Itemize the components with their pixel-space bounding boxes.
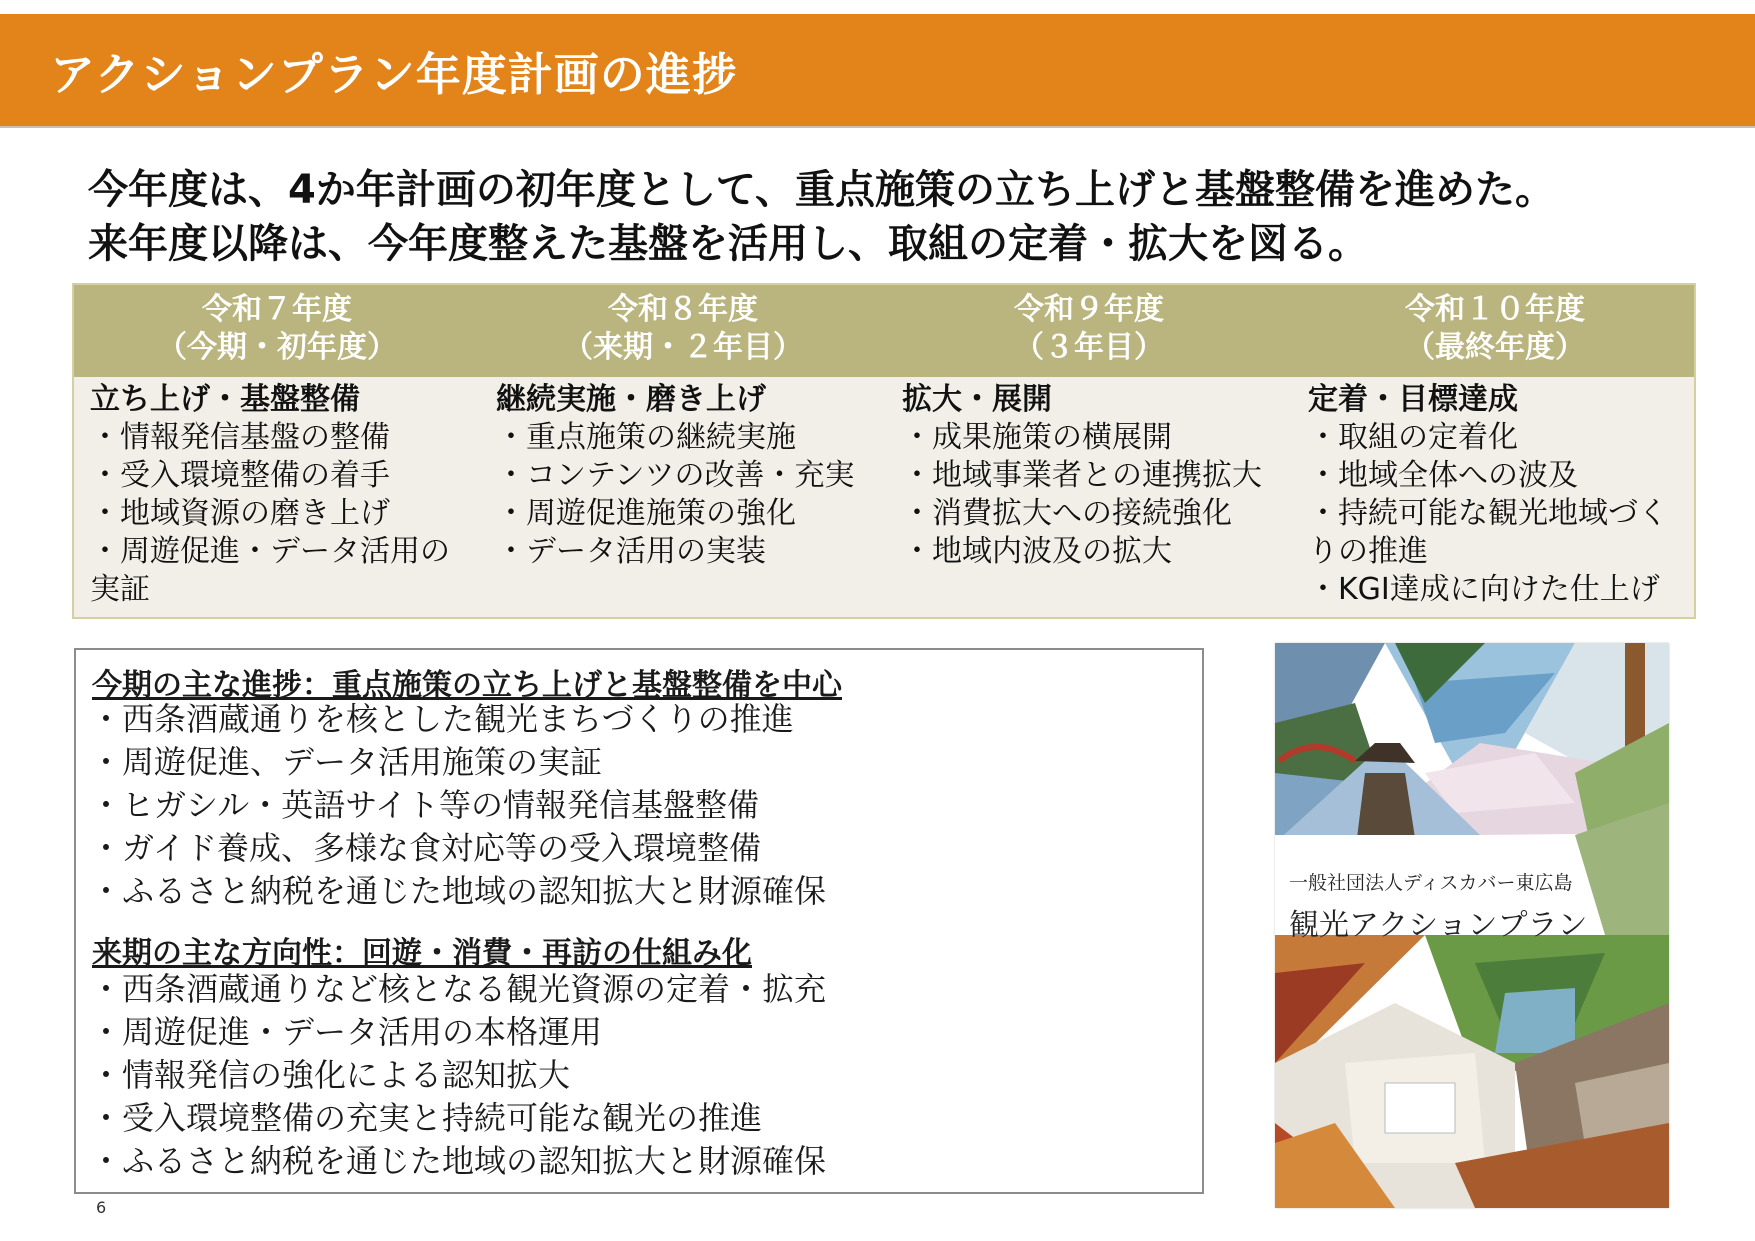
list-item: ・ふるさと納税を通じた地域の認知拡大と財源確保 — [90, 1142, 827, 1180]
list-item: ・周遊促進、データ活用施策の実証 — [90, 743, 603, 781]
page-number: 6 — [96, 1198, 107, 1217]
col-year: 令和１０年度 — [1405, 292, 1585, 327]
col-item: ・消費拡大への接続強化 — [902, 496, 1232, 531]
list-item: ・受入環境整備の充実と持続可能な観光の推進 — [90, 1099, 763, 1137]
col-head-r9 — [886, 291, 1292, 367]
col-year: 令和８年度 — [608, 292, 758, 327]
col-sub: （来期・２年目） — [563, 330, 803, 365]
list-item: ・ふるさと納税を通じた地域の認知拡大と財源確保 — [90, 872, 827, 910]
plan-col-r7 — [90, 381, 490, 609]
col-item: ・周遊促進・データ活用の実証 — [90, 534, 450, 607]
col-sub: （３年目） — [1014, 330, 1164, 365]
plan-table-header — [74, 285, 1694, 377]
col-year: 令和７年度 — [202, 292, 352, 327]
list-item: ・ヒガシル・英語サイト等の情報発信基盤整備 — [90, 786, 759, 824]
progress-box — [74, 648, 1204, 1194]
next-direction-title: 来期の主な方向性：回遊・消費・再訪の仕組み化 — [92, 936, 752, 971]
col-item: ・成果施策の横展開 — [902, 420, 1172, 455]
page-title: アクションプラン年度計画の進捗 — [50, 48, 738, 101]
col-item: ・地域全体への波及 — [1308, 458, 1578, 493]
headline-line-2: 来年度以降は、今年度整えた基盤を活用し、取組の定着・拡大を図る。 — [88, 221, 1368, 267]
col-theme: 継続実施・磨き上げ — [496, 382, 766, 417]
col-item: ・情報発信基盤の整備 — [90, 420, 390, 455]
current-progress-title: 今期の主な進捗：重点施策の立ち上げと基盤整備を中心 — [92, 668, 842, 703]
plan-col-r9 — [902, 381, 1302, 571]
current-progress-list — [90, 698, 826, 913]
cover-organization: 一般社団法人ディスカバー東広島 — [1289, 872, 1573, 894]
headline-line-1: 今年度は、4か年計画の初年度として、重点施策の立ち上げと基盤整備を進めた。 — [88, 167, 1556, 213]
title-bar — [0, 14, 1755, 128]
action-plan-cover-image — [1275, 643, 1669, 1208]
col-head-r7 — [74, 291, 480, 367]
col-sub: （今期・初年度） — [157, 330, 397, 365]
list-item: ・周遊促進・データ活用の本格運用 — [90, 1013, 603, 1051]
list-item: ・西条酒蔵通りを核とした観光まちづくりの推進 — [90, 700, 794, 738]
plan-col-r10 — [1308, 381, 1708, 609]
col-theme: 拡大・展開 — [902, 382, 1052, 417]
col-item: ・受入環境整備の着手 — [90, 458, 390, 493]
col-item: ・コンテンツの改善・充実 — [496, 458, 855, 493]
col-head-r10 — [1292, 291, 1698, 367]
col-item: ・KGI達成に向けた仕上げ — [1308, 572, 1660, 607]
col-head-r8 — [480, 291, 886, 367]
col-item: ・重点施策の継続実施 — [496, 420, 796, 455]
list-item: ・西条酒蔵通りなど核となる観光資源の定着・拡充 — [90, 970, 827, 1008]
list-item: ・ガイド養成、多様な食対応等の受入環境整備 — [90, 829, 762, 867]
annual-plan-table — [72, 283, 1696, 619]
next-direction-list — [90, 968, 826, 1183]
plan-col-r8 — [496, 381, 896, 571]
list-item: ・情報発信の強化による認知拡大 — [90, 1056, 571, 1094]
col-sub: （最終年度） — [1405, 330, 1585, 365]
cover-title: 観光アクションプラン — [1289, 908, 1588, 943]
col-theme: 立ち上げ・基盤整備 — [90, 382, 360, 417]
col-item: ・地域資源の磨き上げ — [90, 496, 390, 531]
col-item: ・持続可能な観光地域づくりの推進 — [1308, 496, 1668, 569]
col-item: ・地域事業者との連携拡大 — [902, 458, 1262, 493]
col-theme: 定着・目標達成 — [1308, 382, 1518, 417]
col-item: ・取組の定着化 — [1308, 420, 1518, 455]
col-year: 令和９年度 — [1014, 292, 1164, 327]
col-item: ・データ活用の実装 — [496, 534, 766, 569]
col-item: ・周遊促進施策の強化 — [496, 496, 796, 531]
col-item: ・地域内波及の拡大 — [902, 534, 1172, 569]
